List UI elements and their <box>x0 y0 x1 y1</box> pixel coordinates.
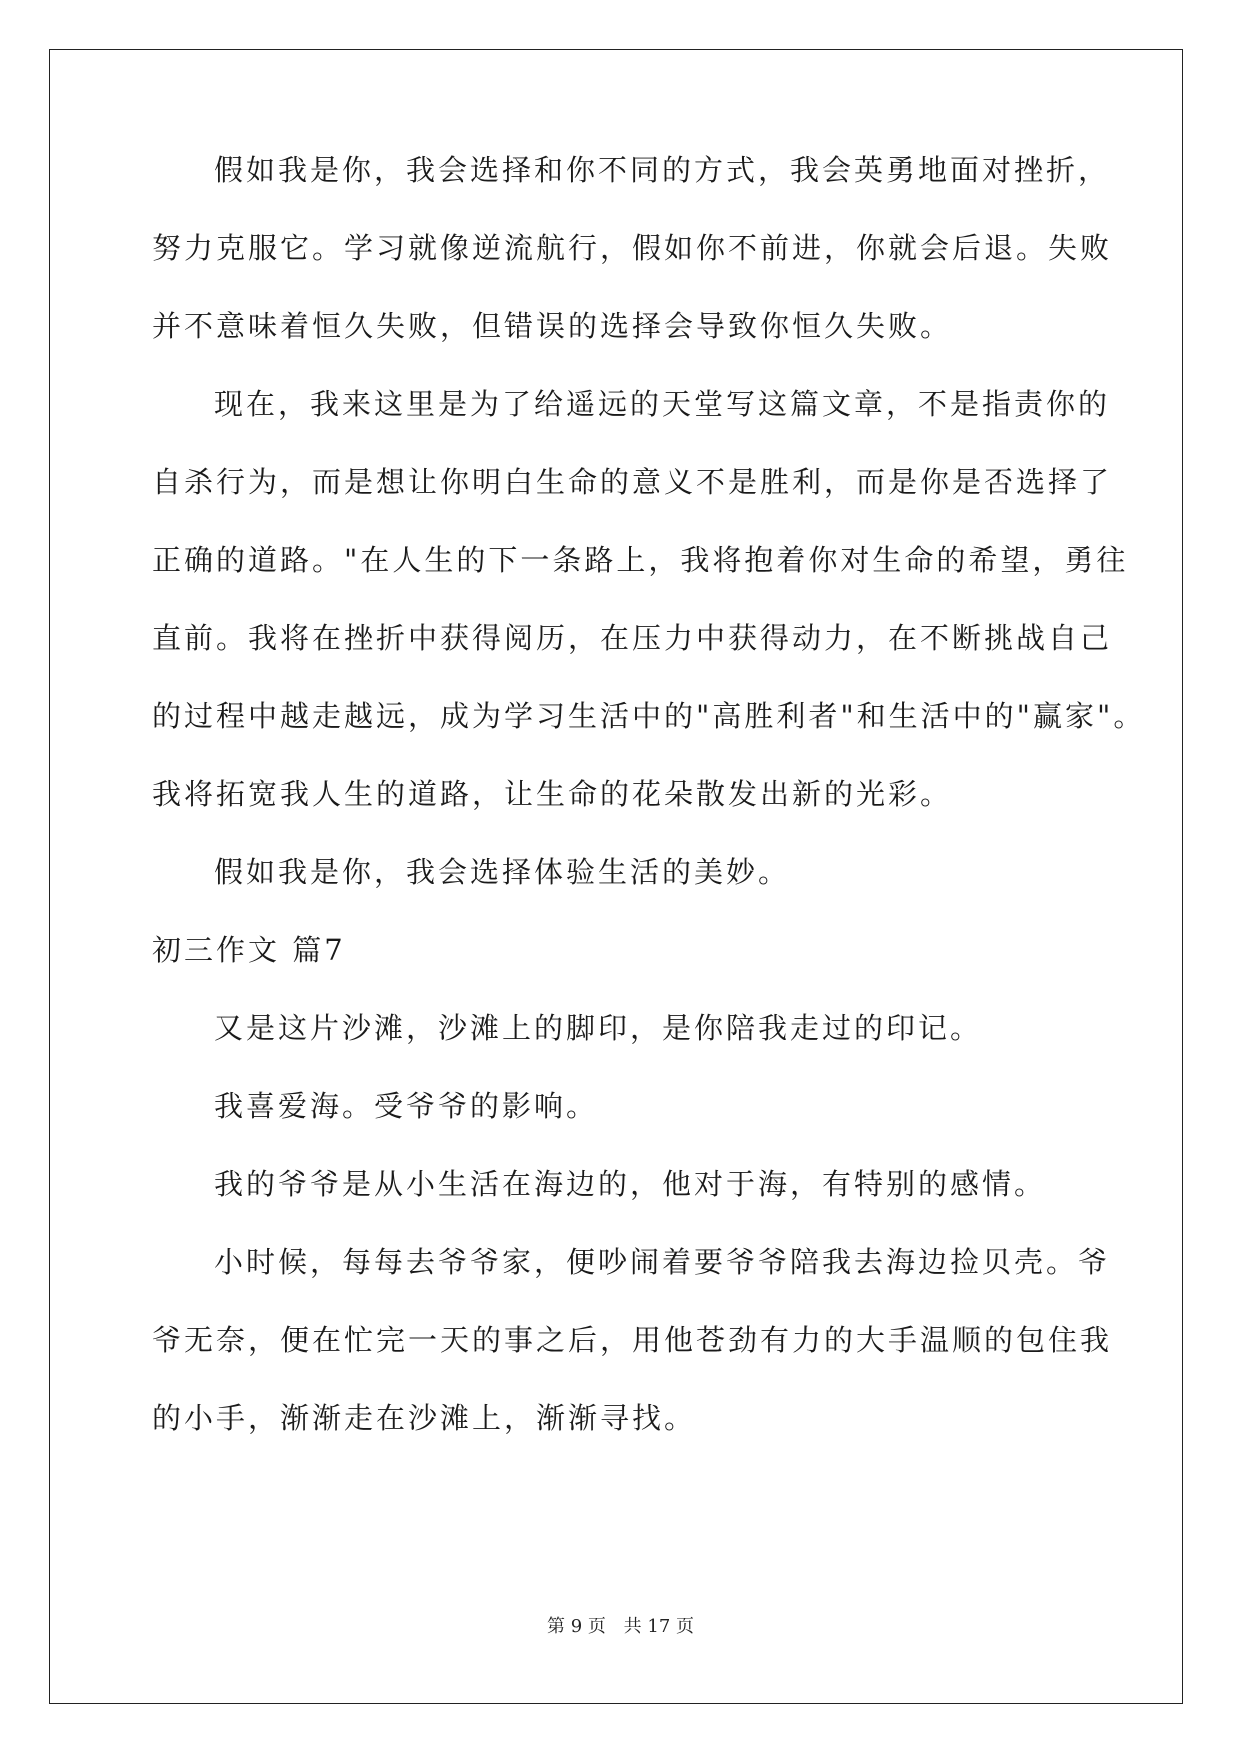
paragraph-line: 现在，我来这里是为了给遥远的天堂写这篇文章，不是指责你的 <box>214 387 1111 421</box>
paragraph-line: 爷无奈，便在忙完一天的事之后，用他苍劲有力的大手温顺的包住我 <box>152 1323 1113 1357</box>
paragraph-line: 直前。我将在挫折中获得阅历，在压力中获得动力，在不断挑战自己 <box>152 621 1113 655</box>
paragraph-line: 的小手，渐渐走在沙滩上，渐渐寻找。 <box>152 1401 697 1435</box>
paragraph-line: 我喜爱海。受爷爷的影响。 <box>214 1089 599 1123</box>
paragraph-line: 自杀行为，而是想让你明白生命的意义不是胜利，而是你是否选择了 <box>152 465 1113 499</box>
page-number: 第 9 页 <box>547 1616 606 1637</box>
paragraph-line: 努力克服它。学习就像逆流航行，假如你不前进，你就会后退。失败 <box>152 231 1113 265</box>
paragraph-line: 我将拓宽我人生的道路，让生命的花朵散发出新的光彩。 <box>152 777 953 811</box>
paragraph-line: 的过程中越走越远，成为学习生活中的"高胜利者"和生活中的"赢家"。 <box>152 699 1146 733</box>
paragraph-line: 正确的道路。"在人生的下一条路上，我将抱着你对生命的希望，勇往 <box>152 543 1129 577</box>
paragraph-line: 又是这片沙滩，沙滩上的脚印，是你陪我走过的印记。 <box>214 1011 983 1045</box>
section-heading: 初三作文 篇7 <box>152 933 346 967</box>
paragraph-line: 并不意味着恒久失败，但错误的选择会导致你恒久失败。 <box>152 309 953 343</box>
paragraph-line: 我的爷爷是从小生活在海边的，他对于海，有特别的感情。 <box>214 1167 1047 1201</box>
paragraph-line: 假如我是你，我会选择体验生活的美妙。 <box>214 855 791 889</box>
paragraph-line: 小时候，每每去爷爷家，便吵闹着要爷爷陪我去海边捡贝壳。爷 <box>214 1245 1111 1279</box>
paragraph-line: 假如我是你，我会选择和你不同的方式，我会英勇地面对挫折， <box>214 153 1111 187</box>
page-total: 共 17 页 <box>623 1616 694 1637</box>
page-footer <box>0 1612 1241 1638</box>
